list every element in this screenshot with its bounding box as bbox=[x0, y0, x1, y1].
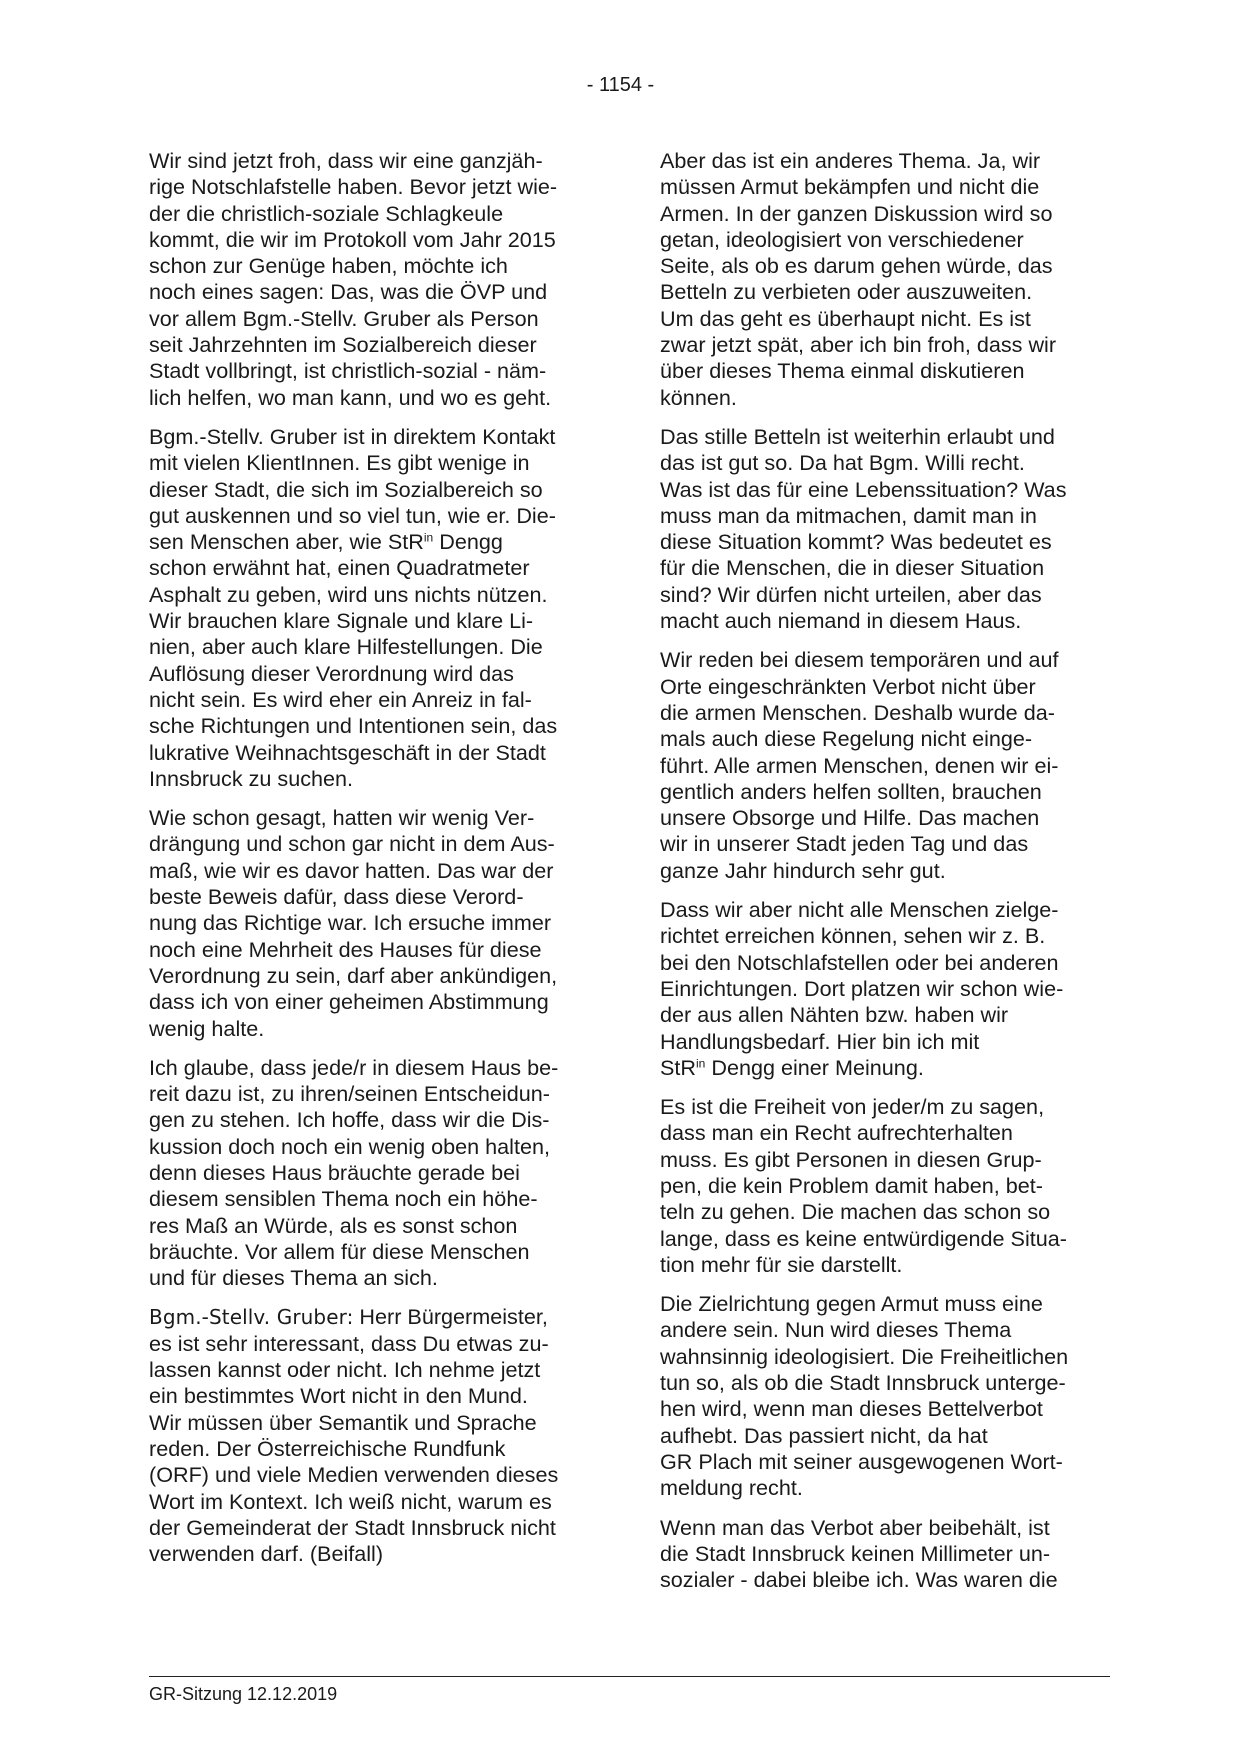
page-number: - 1154 - bbox=[586, 74, 655, 96]
paragraph: Das stille Betteln ist weiterhin erlaubt und das ist gut so. Da hat Bgm. Willi recht. Was ist das für eine Lebenssituation? Was muss man da mitmachen, damit man in diese Situation kommt? Was bedeutet es für die Menschen, die in dieser Situation sind? Wir dürfen nicht urteilen, aber das macht auch niemand in diesem Haus. bbox=[660, 423, 1067, 634]
paragraph: Es ist die Freiheit von jeder/m zu sagen, dass man ein Recht aufrechterhalten muss. Es gibt Personen in diesen Grup- pen, die kein Problem damit haben, bet- teln zu gehen. Die machen das schon so lange, dass es keine entwürdigende Situa- tion mehr für sie darstellt. bbox=[660, 1094, 1067, 1277]
paragraph: Ich glaube, dass jede/r in diesem Haus be- reit dazu ist, zu ihren/seinen Entscheidun- gen zu stehen. Ich hoffe, dass wir die Dis- kussion doch noch ein wenig oben halten, denn dieses Haus bräuchte gerade bei diesem sensiblen Thema noch ein höhe- res Maß an Würde, als es sonst schon bräuchte. Vor allem für diese Menschen und für dieses Thema an sich. bbox=[149, 1054, 559, 1291]
speaker-name: Bgm.-Stellv. Gruber: bbox=[149, 1305, 354, 1330]
footer-session-date: GR-Sitzung 12.12.2019 bbox=[149, 1684, 338, 1704]
paragraph bbox=[149, 424, 597, 792]
paragraph: Wie schon gesagt, hatten wir wenig Ver- drängung und schon gar nicht in dem Aus- maß, wie wir es davor hatten. Das war der beste Beweis dafür, dass diese Verord- nung das Richtige war. Ich ersuche immer noch eine Mehrheit des Hauses für diese Verordnung zu sein, darf aber ankündigen, dass ich von einer geheimen Abstimmung wenig halte. bbox=[149, 805, 558, 1041]
superscript: in bbox=[696, 1056, 706, 1071]
paragraph: Wir sind jetzt froh, dass wir eine ganzjäh- rige Notschlafstelle haben. Bevor jetzt wie- der die christlich-soziale Schlagkeule kommt, die wir im Protokoll vom Jahr 2015 schon zur Genüge haben, möchte ich noch eines sagen: Das, was die ÖVP und vor allem Bgm.-Stellv. Gruber als Person seit Jahrzehnten im Sozialbereich dieser Stadt vollbringt, ist christlich-sozial - näm- lich helfen, wo man kann, und wo es geht. bbox=[149, 148, 558, 410]
paragraph-text: Dengg schon erwähnt hat, einen Quadratmeter Asphalt zu geben, wird uns nichts nützen. Wir brauchen klare Signale und klare Li- nien, aber auch klare Hilfestellungen. Die Auflösung dieser Verordnung wird das nicht sein. Es wird eher ein Anreiz in fal- sche Richtungen und Intentionen sein, das lukrative Weihnachtsgeschäft in der Stadt Innsbruck zu suchen. bbox=[149, 529, 558, 791]
paragraph-text: Dengg einer Meinung. bbox=[705, 1054, 924, 1080]
paragraph bbox=[149, 1304, 597, 1567]
right-column bbox=[660, 148, 1108, 1606]
paragraph-text: Bgm.-Stellv. Gruber ist in direktem Kontakt mit vielen KlientInnen. Es gibt wenige in dieser Stadt, die sich im Sozialbereich so gut auskennen und so viel tun, wie er. Die- sen Menschen aber, wie StR bbox=[149, 423, 556, 555]
paragraph: Wenn man das Verbot aber beibehält, ist die Stadt Innsbruck keinen Millimeter un- sozialer - dabei bleibe ich. Was waren die bbox=[660, 1514, 1058, 1593]
left-column bbox=[149, 148, 597, 1580]
paragraph: Aber das ist ein anderes Thema. Ja, wir müssen Armut bekämpfen und nicht die Armen. In der ganzen Diskussion wird so getan, ideologisiert von verschiedener Seite, als ob es darum gehen würde, das Betteln zu verbieten oder auszuweiten. Um das geht es überhaupt nicht. Es ist zwar jetzt spät, aber ich bin froh, dass wir über dieses Thema einmal diskutieren können. bbox=[660, 148, 1057, 410]
superscript: in bbox=[423, 530, 434, 545]
paragraph: Die Zielrichtung gegen Armut muss eine andere sein. Nun wird dieses Thema wahnsinnig ideologisiert. Die Freiheitlichen tun so, als ob die Stadt Innsbruck unterge- hen wird, wenn man dieses Bettelverbot aufhebt. Das passiert nicht, da hat GR Plach mit seiner ausgewogenen Wort- meldung recht. bbox=[660, 1291, 1069, 1501]
paragraph bbox=[660, 897, 1108, 1081]
footer-divider bbox=[149, 1676, 1110, 1677]
paragraph: Wir reden bei diesem temporären und auf Orte eingeschränkten Verbot nicht über die armen Menschen. Deshalb wurde da- mals auch diese Regelung nicht einge- führt. Alle armen Menschen, denen wir ei- gentlich anders helfen sollten, brauchen unsere Obsorge und Hilfe. Das machen wir in unserer Stadt jeden Tag und das ganze Jahr hindurch sehr gut. bbox=[660, 647, 1059, 883]
paragraph-text: Dass wir aber nicht alle Menschen zielge- richtet erreichen können, sehen wir z. B. bei den Notschlafstellen oder bei anderen Einrichtungen. Dort platzen wir schon wie- der aus allen Nähten bzw. haben wir Handlungsbedarf. Hier bin ich mit StR bbox=[660, 897, 1064, 1080]
paragraph-text: Herr Bürgermeister, es ist sehr interessant, dass Du etwas zu- lassen kannst oder nicht. Ich nehme jetzt ein bestimmtes Wort nicht in den Mund. Wir müssen über Semantik und Sprache reden. Der Österreichische Rundfunk (ORF) und viele Medien verwenden dieses Wort im Kontext. Ich weiß nicht, warum es der Gemeinderat der Stadt Innsbruck nicht verwenden darf. (Beifall) bbox=[149, 1304, 559, 1567]
